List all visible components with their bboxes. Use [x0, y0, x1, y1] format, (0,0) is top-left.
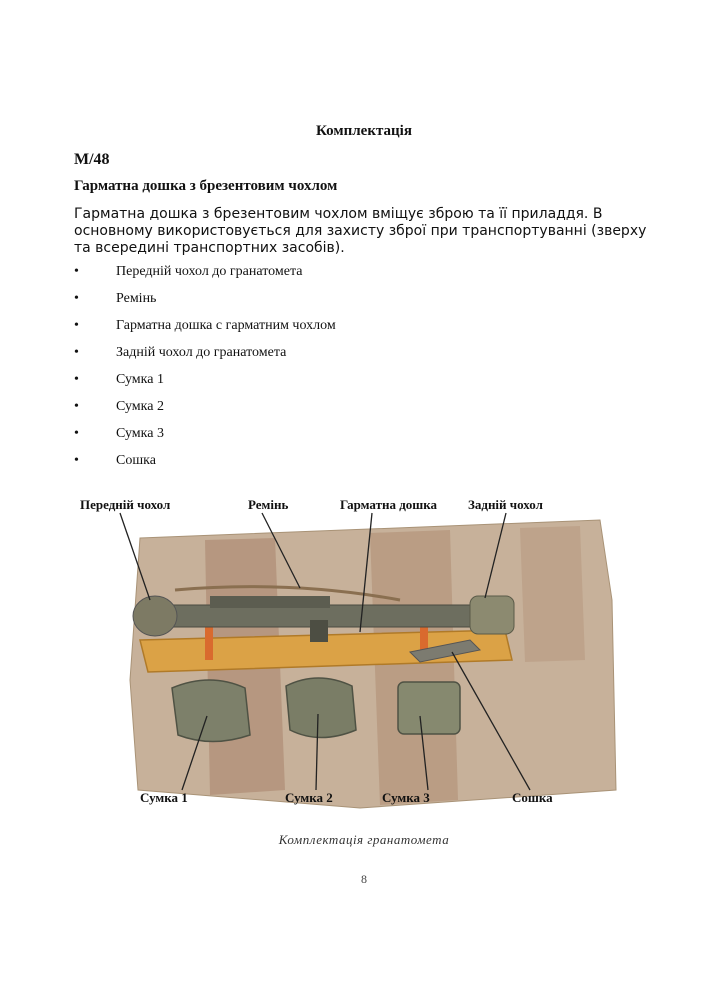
- launcher-tube: [160, 605, 500, 627]
- label-front-cover: Передній чохол: [80, 497, 171, 512]
- model-heading: М/48: [74, 151, 110, 168]
- list-item-text: Передній чохол до гранатомета: [116, 264, 303, 279]
- list-item-text: Сумка 2: [116, 399, 164, 414]
- label-bag-2: Сумка 2: [285, 790, 333, 805]
- bullet: •: [74, 453, 79, 468]
- bullet: •: [74, 291, 79, 306]
- bag-2: [286, 678, 356, 738]
- list-item-text: Задній чохол до гранатомета: [116, 345, 287, 360]
- figure-caption: Комплектація гранатомета: [278, 832, 450, 847]
- label-bag-1: Сумка 1: [140, 790, 188, 805]
- bullet: •: [74, 399, 79, 414]
- description-paragraph: Гарматна дошка з брезентовим чохлом вміщує зброю та її приладдя. В основному використовується для захисту зброї при транспортуванні (зверху та всередині транспортних засобів).: [74, 206, 647, 256]
- list-item-text: Сошка: [116, 453, 156, 468]
- page-number: 8: [361, 872, 367, 886]
- list-item-text: Гарматна дошка с гарматним чохлом: [116, 318, 336, 333]
- list-item-text: Ремінь: [116, 291, 157, 306]
- list-item-text: Сумка 3: [116, 426, 164, 441]
- label-bipod: Сошка: [512, 790, 553, 805]
- bullet: •: [74, 318, 79, 333]
- launcher-grip: [310, 620, 328, 642]
- list-item-text: Сумка 1: [116, 372, 164, 387]
- front-cover: [133, 596, 177, 636]
- label-strap: Ремінь: [248, 497, 289, 512]
- bullet: •: [74, 264, 79, 279]
- bag-3: [398, 682, 460, 734]
- bullet: •: [74, 372, 79, 387]
- section-heading: Гарматна дошка з брезентовим чохлом: [74, 178, 338, 194]
- page-title: Комплектація: [316, 123, 412, 139]
- bullet: •: [74, 426, 79, 441]
- label-gun-board: Гарматна дошка: [340, 497, 438, 512]
- tarp-stripe: [370, 530, 458, 805]
- bullet: •: [74, 345, 79, 360]
- label-rear-cover: Задній чохол: [468, 497, 543, 512]
- launcher-sight: [210, 596, 330, 608]
- bag-1: [172, 680, 250, 742]
- tarp-stripe: [520, 526, 585, 662]
- rear-cover: [470, 596, 514, 634]
- label-bag-3: Сумка 3: [382, 790, 430, 805]
